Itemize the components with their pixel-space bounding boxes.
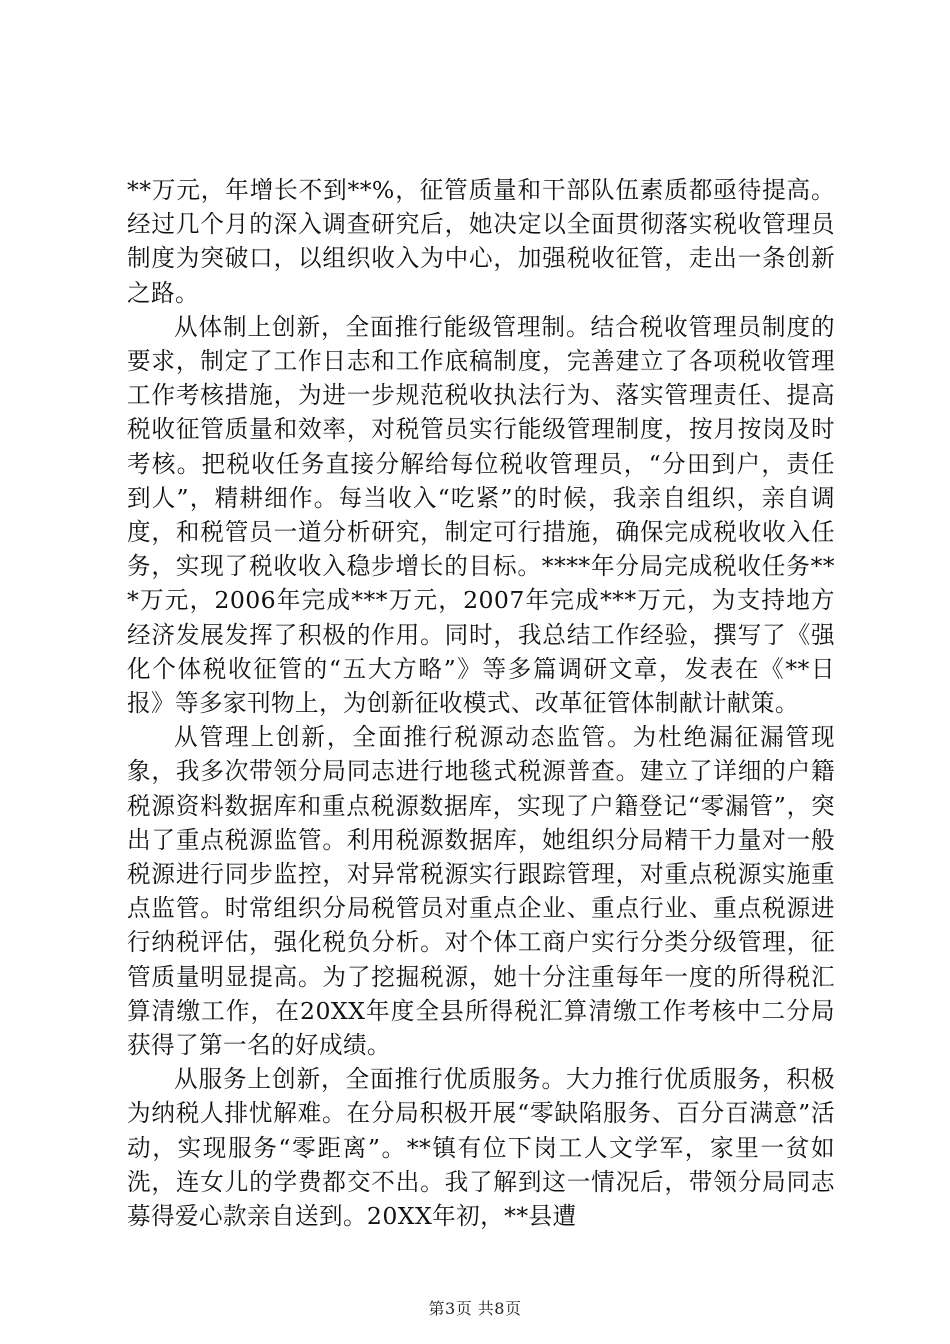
- page-footer: 第3页 共8页: [428, 1299, 522, 1318]
- paragraph-2: 从体制上创新，全面推行能级管理制。结合税收管理员制度的要求，制定了工作日志和工作底稿制度，完善建立了各项税收管理工作考核措施，为进一步规范税收执法行为、落实管理责任、提高税收征管质量和效率，对税管员实行能级管理制度，按月按岗及时考核。把税收任务直接分解给每位税收管理员，“分田到户，责任到人”，精耕细作。每当收入“吃紧”的时候，我亲自组织，亲自调度，和税管员一道分析研究，制定可行措施，确保完成税收收入任务，实现了税收收入稳步增长的目标。****年分局完成税收任务***万元，2006年完成***万元，2007年完成***万元，为支持地方经济发展发挥了积极的作用。同时，我总结工作经验，撰写了《强化个体税收征管的“五大方略”》等多篇调研文章，发表在《**日报》等多家刊物上，为创新征收模式、改革征管体制献计献策。: [127, 312, 835, 718]
- paragraph-3: 从管理上创新，全面推行税源动态监管。为杜绝漏征漏管现象，我多次带领分局同志进行地毯式税源普查。建立了详细的户籍税源资料数据库和重点税源数据库，实现了户籍登记“零漏管”，突出了重点税源监管。利用税源数据库，她组织分局精干力量对一般税源进行同步监控，对异常税源实行跟踪管理，对重点税源实施重点监管。时常组织分局税管员对重点企业、重点行业、重点税源进行纳税评估，强化税负分析。对个体工商户实行分类分级管理，征管质量明显提高。为了挖掘税源，她十分注重每年一度的所得税汇算清缴工作，在20XX年度全县所得税汇算清缴工作考核中二分局获得了第一名的好成绩。: [127, 723, 835, 1060]
- paragraph-4: 从服务上创新，全面推行优质服务。大力推行优质服务，积极为纳税人排忧解难。在分局积极开展“零缺陷服务、百分百满意”活动，实现服务“零距离”。**镇有位下岗工人文学军，家里一贫如洗，连女儿的学费都交不出。我了解到这一情况后，带领分局同志募得爱心款亲自送到。20XX年初，**县遭: [127, 1065, 835, 1231]
- paragraph-1: **万元，年增长不到**%，征管质量和干部队伍素质都亟待提高。经过几个月的深入调查研究后，她决定以全面贯彻落实税收管理员制度为突破口，以组织收入为中心，加强税收征管，走出一条创新之路。: [127, 176, 835, 307]
- document-body: [127, 173, 835, 1233]
